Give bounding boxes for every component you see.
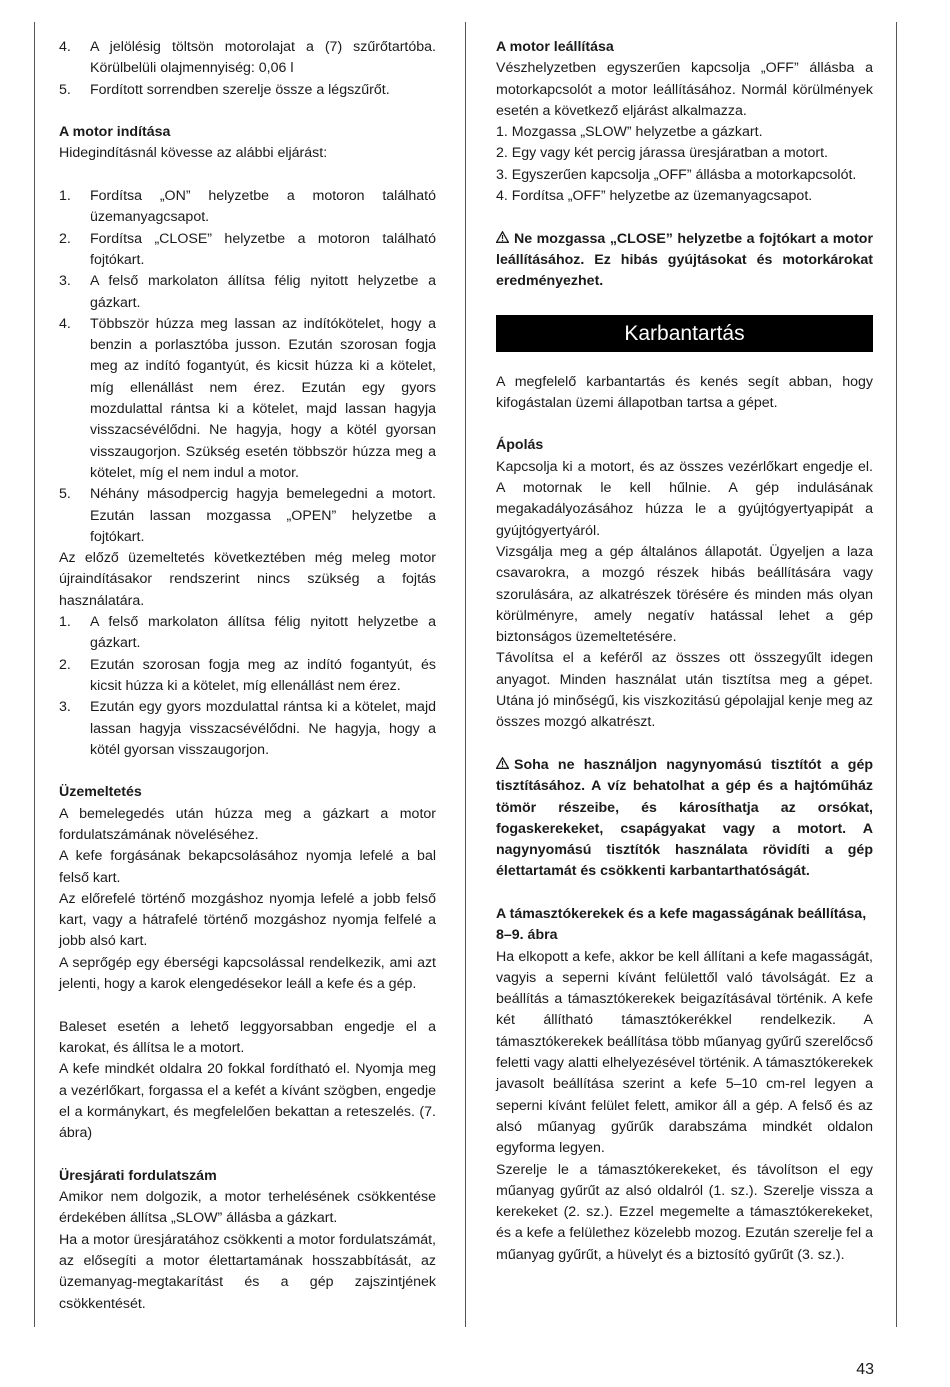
warning-triangle-icon bbox=[496, 755, 514, 776]
warm-intro: Az előző üzemeltetés következtében még meleg motor újraindításakor rendszerint nincs szükség a fojtás használatára. bbox=[59, 550, 436, 609]
list-item: 2. Fordítsa „CLOSE” helyzetbe a motoron található fojtókart. bbox=[59, 230, 436, 268]
warning-choke: Ne mozgassa „CLOSE” helyzetbe a fojtókart a motor leállításához. Ez hibás gyújtásokat és motorkárokat eredményezhet. bbox=[496, 230, 873, 290]
column-divider bbox=[465, 22, 466, 1327]
list-item: 1. Fordítsa „ON” helyzetbe a motoron található üzemanyagcsapot. bbox=[59, 188, 436, 226]
paragraph: Ha elkopott a kefe, akkor be kell állítani a kefe magasságát, vagyis a seperni kívánt felülettől való távolságát. Ez a beállítás a támasztókerekek beigazításával történik. A kefe két állítható támasztókerékkel rendelkezik. A támasztókerekek beállítása több műanyag gyűrű szerelőcső feletti vagy alatti elhelyezésével történik. A támasztókerekek javasolt beállítása szerint a kefe 5–10 cm-rel legyen a seperni kívánt felület felett, amikor áll a gép. A felső és az alsó műanyag gyűrűk darabszáma mindkét oldalon egyforma legyen. bbox=[496, 948, 873, 1157]
left-margin-rule bbox=[34, 22, 35, 1327]
operation-heading: Üzemeltetés bbox=[59, 784, 142, 801]
right-margin-rule bbox=[896, 22, 897, 1327]
section-title-bar: Karbantartás bbox=[496, 315, 873, 352]
list-item: 2. Ezután szorosan fogja meg az indító fogantyút, és kicsit húzza ki a kötelet, míg ellenállást nem érez. bbox=[59, 656, 436, 694]
list-item: 2. Egy vagy két percig járassa üresjáratban a motort. bbox=[496, 145, 828, 162]
start-heading: A motor indítása bbox=[59, 124, 171, 141]
list-item: 3. A felső markolaton állítsa félig nyitott helyzetbe a gázkart. bbox=[59, 273, 436, 311]
idle-heading: Üresjárati fordulatszám bbox=[59, 1167, 217, 1184]
paragraph: Baleset esetén a lehető leggyorsabban engedje el a karokat, és állítsa le a motort. bbox=[59, 1018, 436, 1056]
list-item: 5. Néhány másodpercig hagyja bemelegedni a motort. Ezután lassan mozgassa „OPEN” helyzetbe a fojtókart. bbox=[59, 486, 436, 545]
paragraph: Ha a motor üresjáratához csökkenti a motor fordulatszámát, az elősegíti a motor élettartamának hosszabbítását, az üzemanyag-megtakarítást és a gép zajszintjének csökkentését. bbox=[59, 1231, 436, 1312]
page-number: 43 bbox=[856, 1361, 874, 1378]
warning-pressure-washer: Soha ne használjon nagynyomású tisztítót a gép tisztításához. A víz behatolhat a gép és a hajtóműház tömör részeibe, és károsíthatja az orsókat, fogaskerekeket, csapágyakat vagy a motort. A nagynyomású tisztítók használata rövidíti a gép élettartamát és csökkenti karbantarthatóságát. bbox=[496, 756, 873, 880]
paragraph: Amikor nem dolgozik, a motor terhelésének csökkentése érdekében állítsa „SLOW” állásba a gázkart. bbox=[59, 1189, 436, 1227]
list-item: 5. Fordított sorrendben szerelje össze a légszűrőt. bbox=[59, 81, 390, 98]
paragraph: Az előrefelé történő mozgáshoz nyomja lefelé a jobb felső kart, vagy a hátrafelé történő mozgáshoz nyomja felfelé a jobb alsó kart. bbox=[59, 890, 436, 950]
paragraph: Kapcsolja ki a motort, és az összes vezérlőkart engedje el. A motornak le kell hűlnie. A gép indulásának megakadályozásához húzza le a gyújtógyertyapipát a gyújtógyertyáról. bbox=[496, 458, 873, 539]
list-item: 3. Egyszerűen kapcsolja „OFF” állásba a motorkapcsolót. bbox=[496, 166, 857, 183]
paragraph: A bemelegedés után húzza meg a gázkart a motor fordulatszámának növeléséhez. bbox=[59, 805, 436, 843]
paragraph: Távolítsa el a keféről az összes ott összegyűlt idegen anyagot. Minden használat után tisztítsa meg a gépet. Utána jó minőségű, kis viszkozitású gépolajjal kenje meg az összes mozgó alkatrészt. bbox=[496, 650, 873, 731]
stop-intro: Vészhelyzetben egyszerűen kapcsolja „OFF” állásba a motorkapcsolót a motor leállításához. Normál körülmények esetén a következő eljárást alkalmazza. bbox=[496, 60, 873, 119]
list-item: 1. Mozgassa „SLOW” helyzetbe a gázkart. bbox=[496, 124, 763, 141]
list-item: 4. A jelölésig töltsön motorolajat a (7) szűrőtartóba. Körülbelüli olajmennyiség: 0,06 l bbox=[59, 39, 436, 77]
paragraph: Vizsgálja meg a gép általános állapotát. Ügyeljen a laza csavarokra, a mozgó részek hibás beállítására vagy szorulására, az alkatrészek törésére és minden más olyan körülményre, amely negatív hatással lehet a gép biztonságos üzemeltetésére. bbox=[496, 543, 873, 646]
list-item: 1. A felső markolaton állítsa félig nyitott helyzetbe a gázkart. bbox=[59, 614, 436, 652]
warning-triangle-icon bbox=[496, 229, 514, 250]
wheels-heading: A támasztókerekek és a kefe magasságának beállítása, 8–9. ábra bbox=[496, 905, 867, 944]
list-item: 4. Fordítsa „OFF” helyzetbe az üzemanyagcsapot. bbox=[496, 188, 813, 205]
paragraph: Szerelje le a támasztókerekeket, és távolítson el egy műanyag gyűrűt az alsó oldalról (1. sz.). Szerelje vissza a kerekeket (2. sz.). Ezzel megemelte a támasztókerekeket, és a kefe a felülethez közelebb mozog. Ezután szerelje fel a műanyag gyűrűt, a hüvelyt és a biztosító gyűrűt (3. sz.). bbox=[496, 1161, 873, 1263]
care-heading: Ápolás bbox=[496, 437, 544, 454]
paragraph: A kefe mindkét oldalra 20 fokkal fordítható el. Nyomja meg a vezérlőkart, forgassa el a kefét a kívánt szögben, engedje el a kormánykart, és megfelelően bekattan a reteszelés. (7. ábra) bbox=[59, 1061, 436, 1142]
list-item: 4. Többször húzza meg lassan az indítókötelet, hogy a benzin a porlasztóba jusson. Ezután szorosan fogja meg az indító fogantyút, és kicsit húzza ki a kötelet, míg ellenállást nem érez. Ezután egy gyors mozdulattal rántsa ki a kötelet, majd lassan hagyja visszacsévélődni. Ne hagyja, hogy a kötél gyorsan visszaugorjon. Szükség esetén többször húzza meg a kötelet, míg el nem indul a motor. bbox=[59, 315, 436, 481]
paragraph: A kefe forgásának bekapcsolásához nyomja lefelé a bal felső kart. bbox=[59, 848, 436, 886]
list-item: 3. Ezután egy gyors mozdulattal rántsa ki a kötelet, majd lassan hagyja visszacsévélődni. Ne hagyja, hogy a kötél gyorsan visszaugorjon. bbox=[59, 699, 436, 758]
start-intro: Hidegindításnál kövesse az alábbi eljárást: bbox=[59, 145, 328, 162]
paragraph: A seprőgép egy éberségi kapcsolással rendelkezik, ami azt jelenti, hogy a karok elengedésekor leáll a kefe és a gép. bbox=[59, 954, 436, 993]
maintenance-intro: A megfelelő karbantartás és kenés segít abban, hogy kifogástalan üzemi állapotban tartsa a gépet. bbox=[496, 373, 873, 411]
right-column bbox=[496, 37, 873, 1266]
left-column bbox=[59, 37, 436, 1315]
stop-heading: A motor leállítása bbox=[496, 39, 614, 55]
